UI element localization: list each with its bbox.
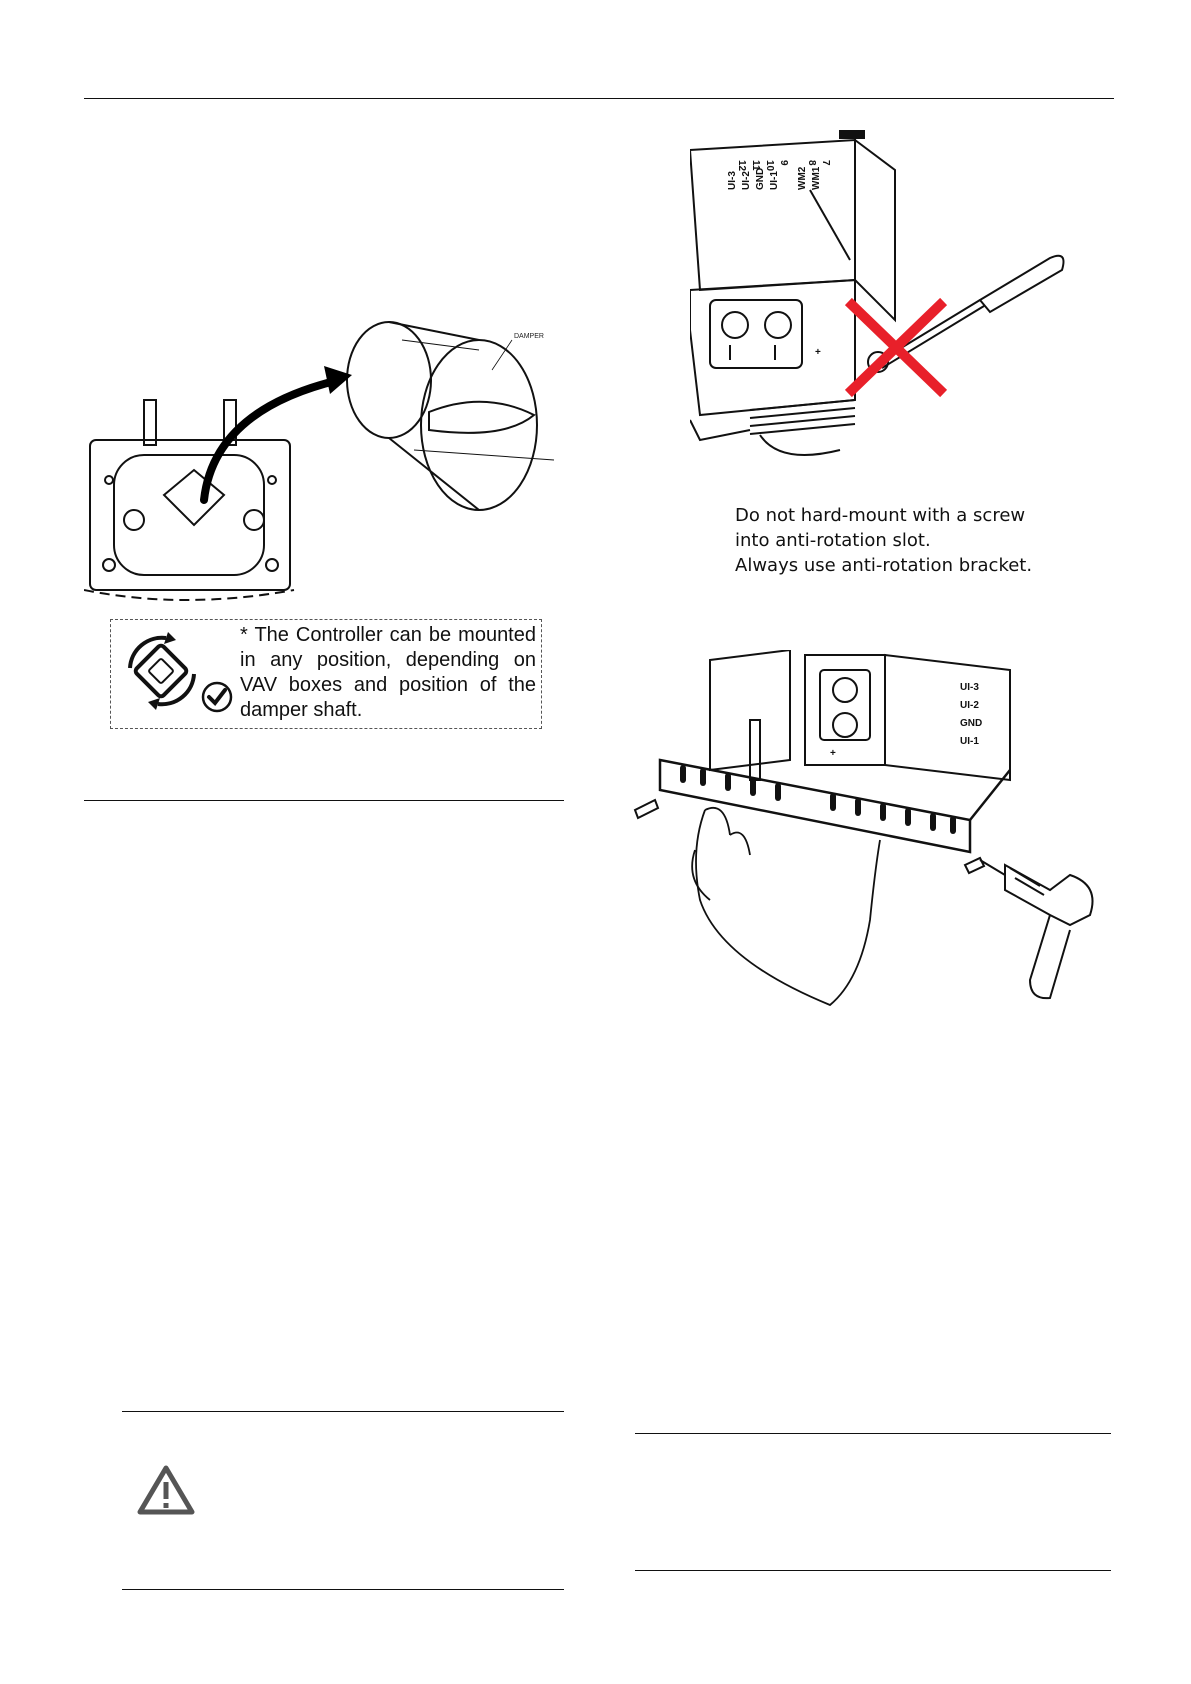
warning-triangle-icon <box>137 1465 195 1515</box>
warning-rule-top <box>122 1411 564 1412</box>
actuator-damper-figure <box>84 320 564 605</box>
damper-tube <box>347 322 554 510</box>
prohibited-screw-mount-figure <box>690 130 1080 490</box>
rotate-arrows-icon <box>116 628 208 720</box>
svg-text:UI-1: UI-1 <box>769 171 780 190</box>
svg-text:10: 10 <box>764 160 775 172</box>
warning-rule-bottom <box>122 1589 564 1590</box>
svg-text:UI-2: UI-2 <box>741 171 752 190</box>
section-rule-left <box>84 800 564 801</box>
svg-text:11: 11 <box>750 160 761 171</box>
svg-text:UI-2: UI-2 <box>960 700 979 711</box>
bracket-install-figure <box>630 650 1100 1035</box>
power-drill <box>980 860 1093 998</box>
plus-terminal: + <box>815 347 821 358</box>
svg-text:GND: GND <box>755 167 766 190</box>
svg-text:WM2: WM2 <box>797 166 808 190</box>
svg-text:9: 9 <box>778 160 789 166</box>
svg-text:UI-3: UI-3 <box>727 171 738 190</box>
hand <box>692 808 880 1005</box>
warning-caption: Do not hard-mount with a screw into anti-rotation slot. Always use anti-rotation bracket. <box>735 505 1033 576</box>
damper-label: DAMPER <box>514 333 544 340</box>
svg-text:UI-1: UI-1 <box>960 736 979 747</box>
svg-text:7: 7 <box>820 160 831 166</box>
note-rule-top <box>635 1433 1111 1434</box>
svg-text:UI-3: UI-3 <box>960 682 979 693</box>
actuator-body <box>84 400 294 600</box>
svg-text:12: 12 <box>736 160 747 172</box>
svg-text:WM1: WM1 <box>811 166 822 190</box>
svg-text:8: 8 <box>806 160 817 166</box>
header-rule <box>84 98 1114 99</box>
bracket-terminal-labels <box>960 682 982 747</box>
plus-terminal-bracket: + <box>830 748 836 759</box>
checkmark-circle-icon <box>200 680 234 714</box>
mount-position-text: * The Controller can be mounted in any position, depending on VAV boxes and position of the damper shaft. <box>240 624 536 721</box>
note-rule-bottom <box>635 1570 1111 1571</box>
svg-text:GND: GND <box>960 718 983 729</box>
